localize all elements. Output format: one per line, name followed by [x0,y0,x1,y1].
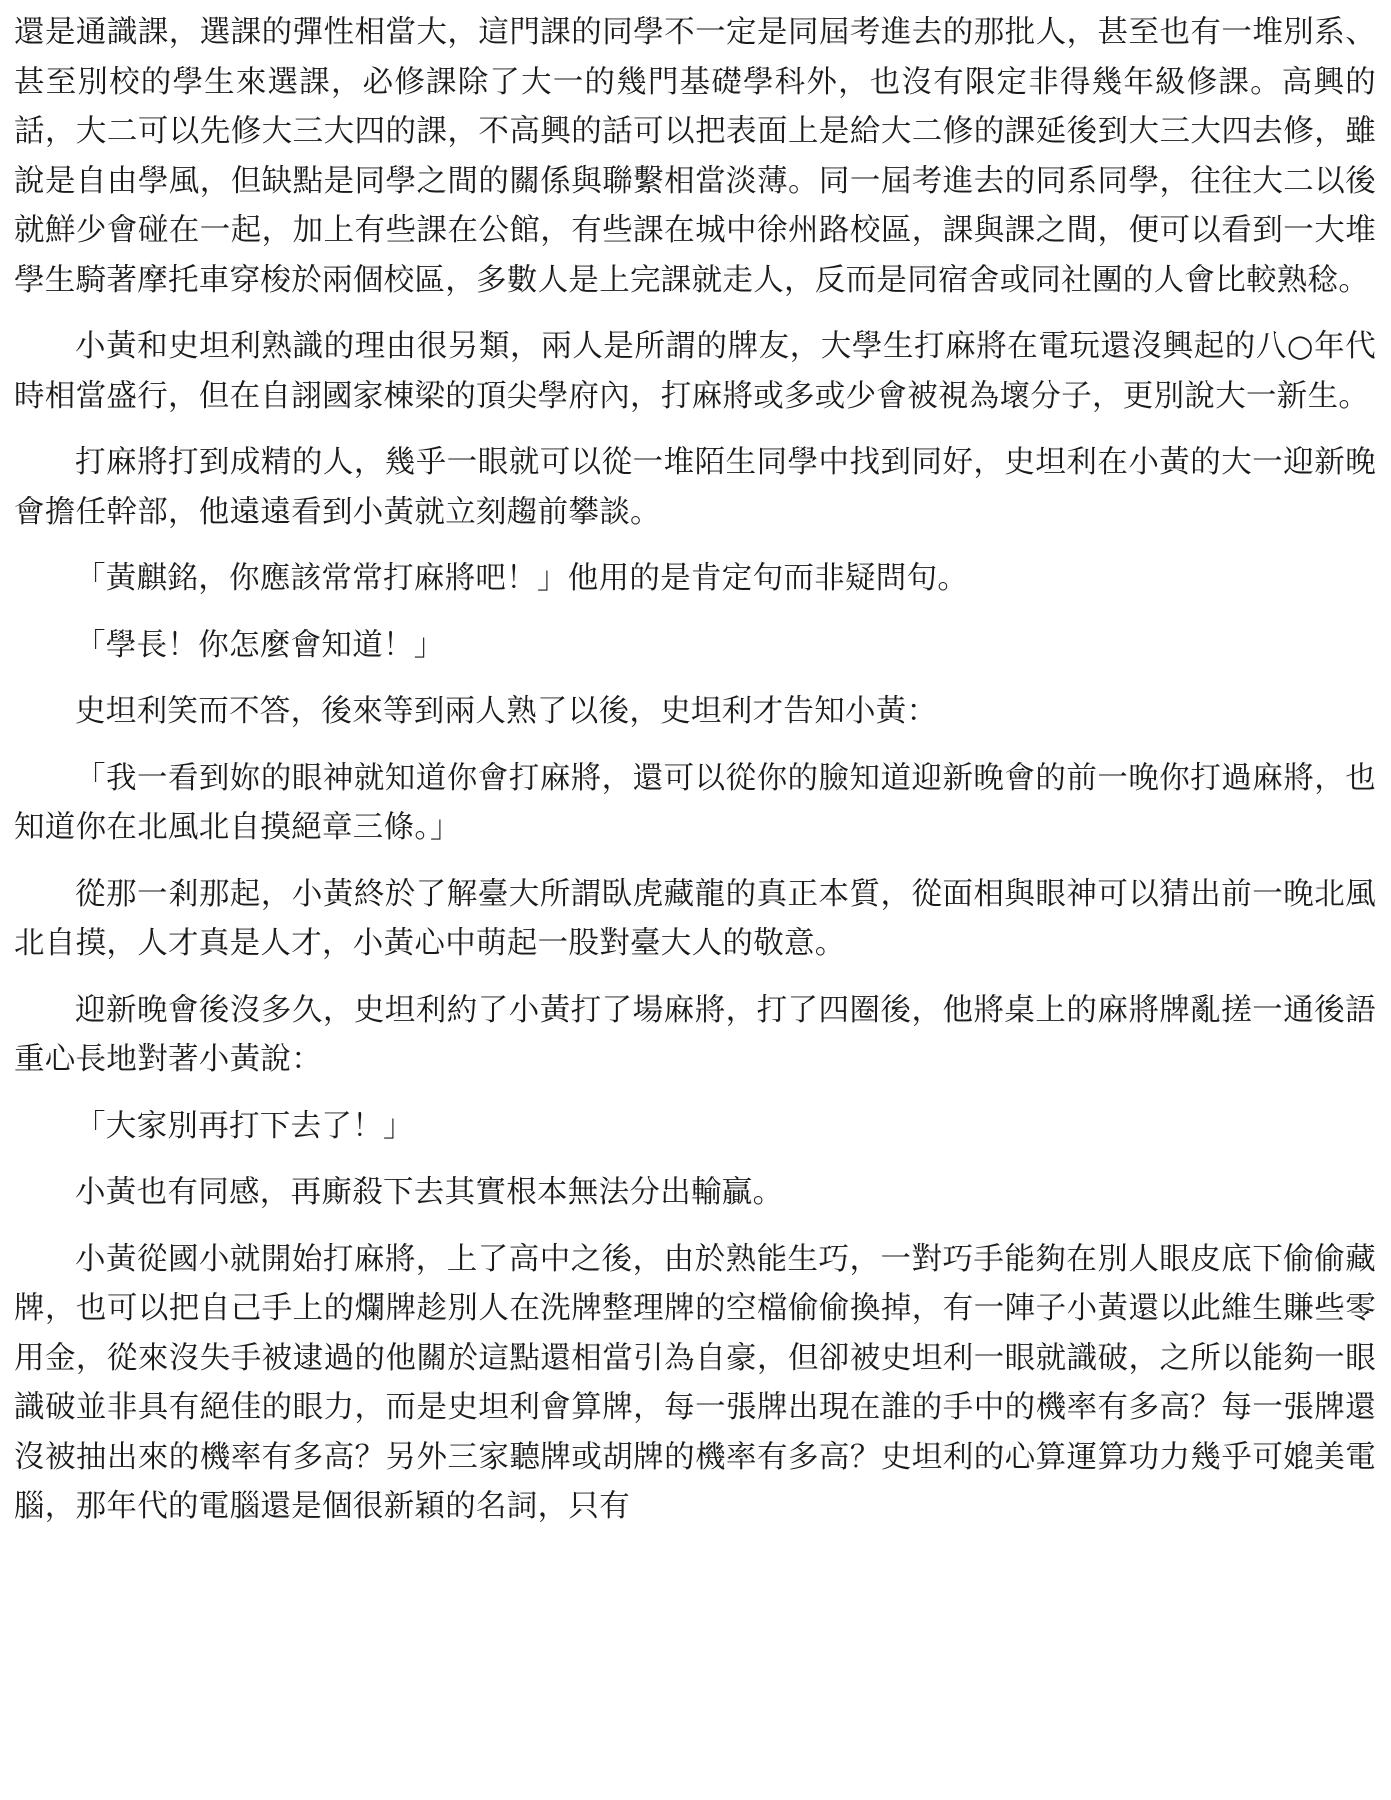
dialogue-3: 「我一看到妳的眼神就知道你會打麻將，還可以從你的臉知道迎新晚會的前一晚你打過麻將，也知道你在北風北自摸絕章三條。」 [14,760,1376,845]
paragraph-4: 史坦利笑而不答，後來等到兩人熟了以後，史坦利才告知小黃： [75,694,938,729]
dialogue-1: 「黃麒銘，你應該常常打麻將吧！」他用的是肯定句而非疑問句。 [75,561,969,596]
dialogue-2: 「學長！你怎麼會知道！」 [75,627,445,663]
dialogue-4: 「大家別再打下去了！」 [75,1108,414,1144]
paragraph-8: 小黃從國小就開始打麻將，上了高中之後，由於熟能生巧，一對巧手能夠在別人眼皮底下偷偷藏牌，也可以把自己手上的爛牌趁別人在洗牌整理牌的空檔偷偷換掉，有一陣子小黃還以此維生賺些零用金，從來沒失手被逮過的他關於這點還相當引為自豪，但卻被史坦利一眼就識破，之所以能夠一眼識破並非具有絕佳的眼力，而是史坦利會算牌，每一張牌出現在誰的手中的機率有多高？每一張牌還沒被抽出來的機率有多高？另外三家聽牌或胡牌的機率有多高？史坦利的心算運算功力幾乎可媲美電腦，那年代的電腦還是個很新穎的名詞，只有 [14,1241,1376,1524]
paragraph-7: 小黃也有同感，再廝殺下去其實根本無法分出輸贏。 [75,1175,784,1210]
paragraph-2: 小黃和史坦利熟識的理由很另類，兩人是所謂的牌友，大學生打麻將在電玩還沒興起的八○年代時相當盛行，但在自詡國家棟梁的頂尖學府內，打麻將或多或少會被視為壞分子，更別說大一新生。 [14,329,1376,414]
document-page [14,8,1376,1532]
paragraph-3: 打麻將打到成精的人，幾乎一眼就可以從一堆陌生同學中找到同好，史坦利在小黃的大一迎新晚會擔任幹部，他遠遠看到小黃就立刻趨前攀談。 [14,445,1376,530]
paragraph-6: 迎新晚會後沒多久，史坦利約了小黃打了場麻將，打了四圈後，他將桌上的麻將牌亂搓一通後語重心長地對著小黃說： [14,992,1376,1077]
paragraph-5: 從那一剎那起，小黃終於了解臺大所謂臥虎藏龍的真正本質，從面相與眼神可以猜出前一晚北風北自摸，人才真是人才，小黃心中萌起一股對臺大人的敬意。 [14,876,1376,961]
paragraph-1: 還是通識課，選課的彈性相當大，這門課的同學不一定是同屆考進去的那批人，甚至也有一堆別系、甚至別校的學生來選課，必修課除了大一的幾門基礎學科外，也沒有限定非得幾年級修課。高興的話，大二可以先修大三大四的課，不高興的話可以把表面上是給大二修的課延後到大三大四去修，雖說是自由學風，但缺點是同學之間的關係與聯繫相當淡薄。同一屆考進去的同系同學，往往大二以後就鮮少會碰在一起，加上有些課在公館，有些課在城中徐州路校區，課與課之間，便可以看到一大堆學生騎著摩托車穿梭於兩個校區，多數人是上完課就走人，反而是同宿舍或同社團的人會比較熟稔。 [14,15,1376,298]
